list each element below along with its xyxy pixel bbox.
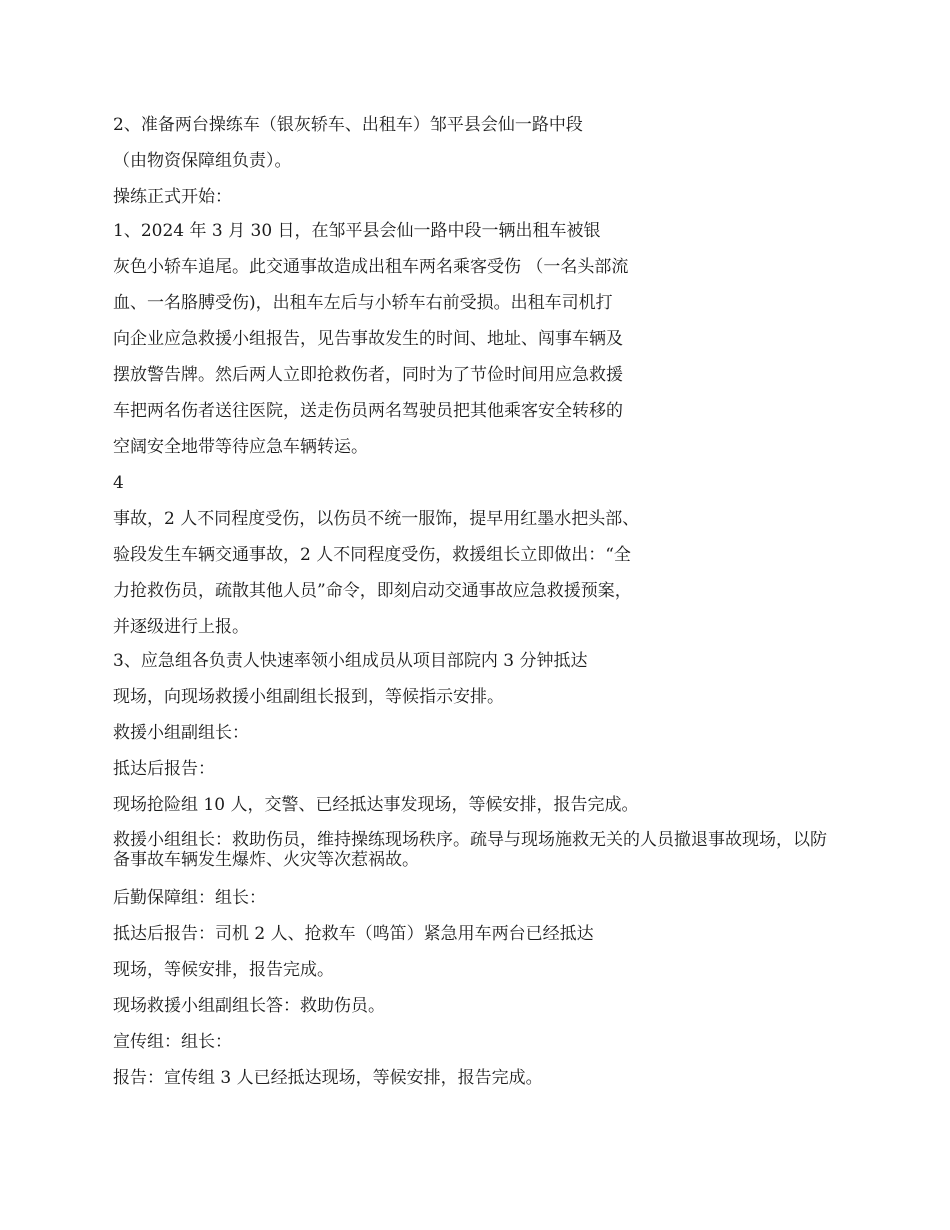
text-line: 抵达后报告：: [113, 759, 215, 779]
text-line: 报告：宣传组 3 人已经抵达现场，等候安排，报告完成。: [113, 1068, 543, 1088]
text-line: 验段发生车辆交通事故，2 人不同程度受伤，救援组长立即做出：“全: [113, 545, 631, 565]
text-line: 现场抢险组 10 人，交警、已经抵达事发现场，等候安排，报告完成。: [113, 795, 639, 815]
text-line: 现场救援小组副组长答：救助伤员。: [113, 996, 385, 1016]
text-line: 车把两名伤者送往医院，送走伤员两名驾驶员把其他乘客安全转移的: [113, 401, 623, 421]
text-line: 事故，2 人不同程度受伤，以伤员不统一服饰，提早用红墨水把头部、: [113, 509, 640, 529]
text-line: 救援小组副组长：: [113, 723, 249, 743]
text-line: 灰色小轿车追尾。此交通事故造成出租车两名乘客受伤 （一名头部流: [113, 257, 629, 277]
text-line: 向企业应急救援小组报告，见告事故发生的时间、地址、闯事车辆及: [113, 329, 623, 349]
text-line: 摆放警告牌。然后两人立即抢救伤者，同时为了节俭时间用应急救援: [113, 365, 623, 385]
text-line: 现场，向现场救援小组副组长报到，等候指示安排。: [113, 687, 504, 707]
text-paragraph: 救援小组组长：救助伤员，维持操练现场秩序。疏导与现场施救无关的人员撤退事故现场，以防备事故车辆发生爆炸、火灾等次惹祸故。: [113, 830, 827, 870]
text-line: 3、应急组各负责人快速率领小组成员从项目部院内 3 分钟抵达: [113, 651, 588, 671]
text-line: 操练正式开始：: [113, 187, 232, 207]
text-line: （由物资保障组负责）。: [113, 151, 292, 171]
text-line: 空阔安全地带等待应急车辆转运。: [113, 437, 368, 457]
text-line: 4: [113, 473, 124, 493]
text-line: 血、一名胳膊受伤)，出租车左后与小轿车右前受损。出租车司机打: [113, 293, 613, 313]
text-line: 力抢救伤员，疏散其他人员”命令，即刻启动交通事故应急救援预案，: [113, 581, 632, 601]
text-line: 并逐级进行上报。: [113, 617, 249, 637]
text-line: 后勤保障组：组长：: [113, 888, 266, 908]
text-line: 宣传组：组长：: [113, 1032, 232, 1052]
text-line: 2、准备两台操练车（银灰轿车、出租车）邹平县会仙一路中段: [113, 115, 583, 135]
text-line: 现场，等候安排，报告完成。: [113, 960, 334, 980]
text-line: 抵达后报告：司机 2 人、抢救车（鸣笛）紧急用车两台已经抵达: [113, 924, 594, 944]
text-line: 1、2024 年 3 月 30 日，在邹平县会仙一路中段一辆出租车被银: [113, 221, 601, 241]
